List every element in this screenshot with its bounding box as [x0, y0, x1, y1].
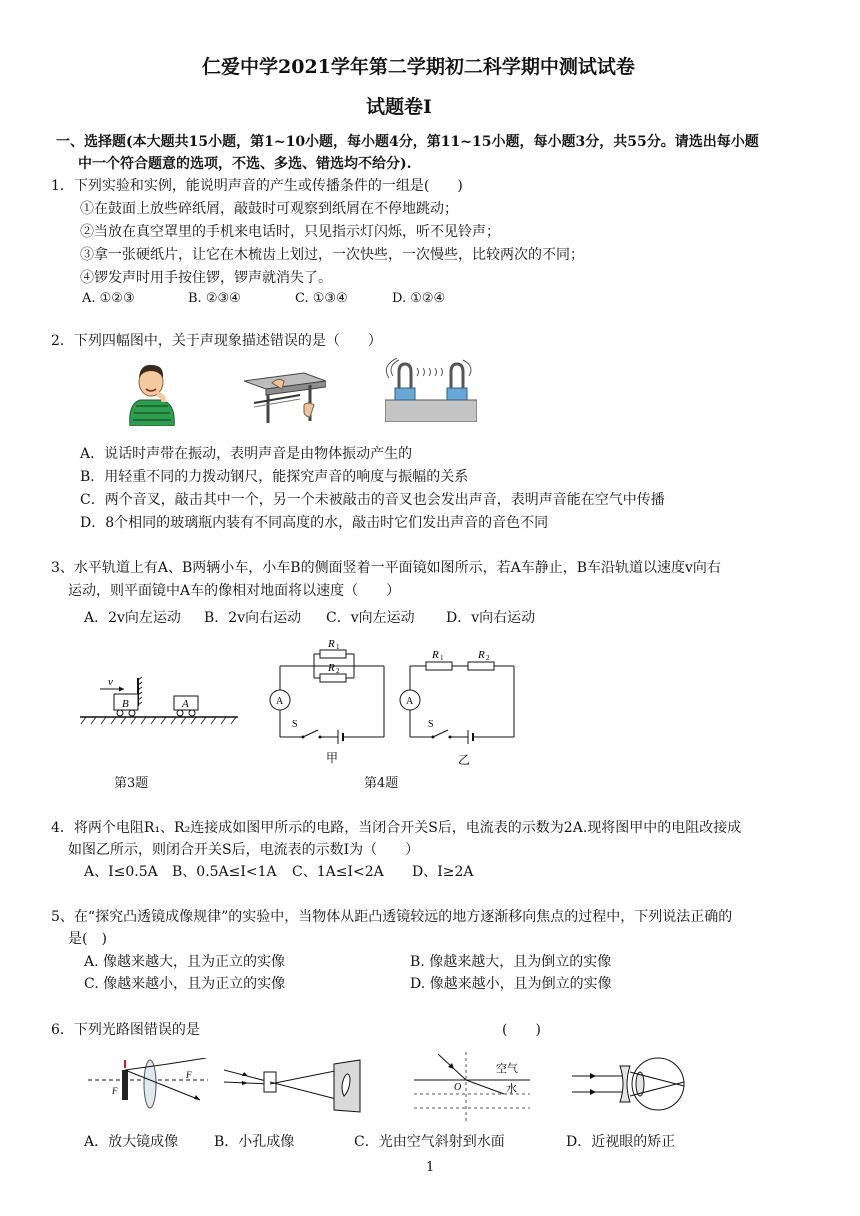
- q2-option-b: B．用轻重不同的力拨动钢尺，能探究声音的响度与振幅的关系: [80, 469, 469, 485]
- q1-item-4: ④锣发声时用手按住锣，锣声就消失了。: [80, 270, 332, 286]
- q1-option-c: C. ①③④: [295, 291, 348, 306]
- page-subtitle: 试题卷Ⅰ: [366, 96, 432, 118]
- yi-r2-sub: 2: [486, 654, 490, 662]
- refraction-ray-diagram: [414, 1052, 534, 1122]
- speaking-person-figure: [122, 358, 180, 426]
- q6-option-a: A．放大镜成像: [84, 1134, 179, 1150]
- water-label: 水: [506, 1083, 517, 1095]
- page-title: 仁爱中学2021学年第二学期初二科学期中测试试卷: [202, 56, 635, 78]
- q4-stem-line2: 如图乙所示，则闭合开关S后，电流表的示数I为（ ）: [68, 842, 420, 858]
- myopia-correction-diagram: [572, 1054, 686, 1120]
- q3-option-a: A．2v向左运动: [84, 610, 181, 626]
- q3-option-b: B．2v向右运动: [204, 610, 302, 626]
- q3-figure-caption: 第3题: [114, 776, 149, 791]
- q5-stem-line1: 5、在“探究凸透镜成像规律”的实验中，当物体从距凸透镜较远的地方逐渐移向焦点的过程中，下列说法正确的: [51, 909, 733, 925]
- q2-option-a: A．说话时声带在振动，表明声音是由物体振动产生的: [80, 446, 413, 462]
- q5-stem-line2: 是( ): [68, 931, 107, 947]
- q4-option-a: A、I≤0.5A: [84, 864, 158, 880]
- q4-option-b: B、0.5A≤I<1A: [172, 864, 277, 880]
- q1-item-1: ①在鼓面上放些碎纸屑，敲鼓时可观察到纸屑在不停地跳动；: [80, 201, 458, 217]
- origin-label: O: [454, 1082, 462, 1093]
- q6-answer-paren: ( ): [502, 1022, 541, 1038]
- q1-item-2: ②当放在真空罩里的手机来电话时，只见指示灯闪烁，听不见铃声；: [80, 224, 500, 240]
- q5-option-c: C. 像越来越小，且为正立的实像: [84, 976, 286, 992]
- q4-stem-line1: 4．将两个电阻R₁、R₂连接成如图甲所示的电路，当闭合开关S后，电流表的示数为2A.现将图甲中的电阻改接成: [51, 820, 742, 836]
- q6-option-b: B．小孔成像: [214, 1134, 295, 1150]
- q5-option-a: A. 像越来越大，且为正立的实像: [84, 954, 286, 970]
- circuit-jia-figure: [262, 634, 392, 766]
- q2-option-c: C．两个音叉，敲击其中一个，另一个未被敲击的音叉也会发出声音，表明声音能在空气中传播: [80, 492, 665, 508]
- q4-option-d: D、I≥2A: [412, 864, 474, 880]
- q3-option-d: D．v向右运动: [446, 610, 536, 626]
- q5-option-d: D. 像越来越小，且为倒立的实像: [410, 976, 612, 992]
- q5-option-b: B. 像越来越大，且为倒立的实像: [410, 954, 612, 970]
- page-number: 1: [426, 1160, 435, 1175]
- jia-label: 甲: [326, 751, 339, 765]
- q6-option-c: C．光由空气斜射到水面: [354, 1134, 505, 1150]
- yi-ammeter-label: A: [406, 696, 414, 707]
- q1-item-3: ③拿一张硬纸片，让它在木梳齿上划过，一次快些，一次慢些，比较两次的不同；: [80, 247, 584, 263]
- velocity-label: v: [108, 676, 113, 688]
- q1-option-d: D. ①②④: [392, 291, 446, 306]
- q4-figure-caption: 第4题: [364, 776, 399, 791]
- jia-r2-label: R: [328, 662, 335, 674]
- q1-option-a: A. ①②③: [82, 291, 135, 306]
- q6-option-d: D．近视眼的矫正: [566, 1134, 676, 1150]
- q3-stem-line2: 运动，则平面镜中A车的像相对地面将以速度（ ）: [68, 583, 401, 599]
- jia-r1-sub: 1: [336, 643, 340, 651]
- section-heading-line2: 中一个符合题意的选项，不选、多选、错选均不给分).: [78, 156, 412, 172]
- q3-option-c: C．v向左运动: [326, 610, 415, 626]
- pinhole-ray-diagram: [224, 1056, 364, 1116]
- q3-stem-line1: 3、水平轨道上有A、B两辆小车，小车B的侧面竖着一平面镜如图所示，若A车静止，B车沿轨道以速度v向右: [51, 560, 721, 576]
- cars-on-track-figure: [80, 672, 240, 730]
- q6-stem: 6．下列光路图错误的是: [51, 1022, 200, 1038]
- q1-option-b: B. ②③④: [188, 291, 241, 306]
- q4-option-c: C、1A≤I<2A: [292, 864, 384, 880]
- tuning-forks-figure: [385, 358, 477, 422]
- car-a-label: A: [182, 698, 189, 710]
- circuit-yi-figure: [396, 648, 520, 768]
- section-heading-line1: 一、选择题(本大题共15小题，第1~10小题，每小题4分，第11~15小题，每小题3分，共55分。请选出每小题: [56, 134, 759, 150]
- jia-switch-label: S: [292, 719, 298, 730]
- yi-label: 乙: [458, 753, 471, 767]
- q2-option-d: D．8个相同的玻璃瓶内装有不同高度的水，敲击时它们发出声音的音色不同: [80, 515, 549, 531]
- yi-r1-label: R: [432, 649, 439, 661]
- q2-stem: 2．下列四幅图中，关于声现象描述错误的是（ ）: [51, 333, 382, 349]
- jia-ammeter-label: A: [276, 696, 284, 707]
- yi-switch-label: S: [428, 719, 434, 730]
- jia-r1-label: R: [328, 638, 335, 650]
- magnifier-ray-diagram: [88, 1058, 210, 1114]
- q1-stem: 1．下列实验和实例，能说明声音的产生或传播条件的一组是( ): [51, 178, 463, 194]
- jia-r2-sub: 2: [336, 667, 340, 675]
- magnifier-focus-left: F: [112, 1086, 118, 1096]
- car-b-label: B: [122, 698, 129, 710]
- steel-ruler-figure: [244, 367, 326, 423]
- yi-r2-label: R: [478, 649, 485, 661]
- magnifier-focus-right: F: [186, 1070, 192, 1080]
- yi-r1-sub: 1: [440, 654, 444, 662]
- air-label: 空气: [496, 1063, 518, 1075]
